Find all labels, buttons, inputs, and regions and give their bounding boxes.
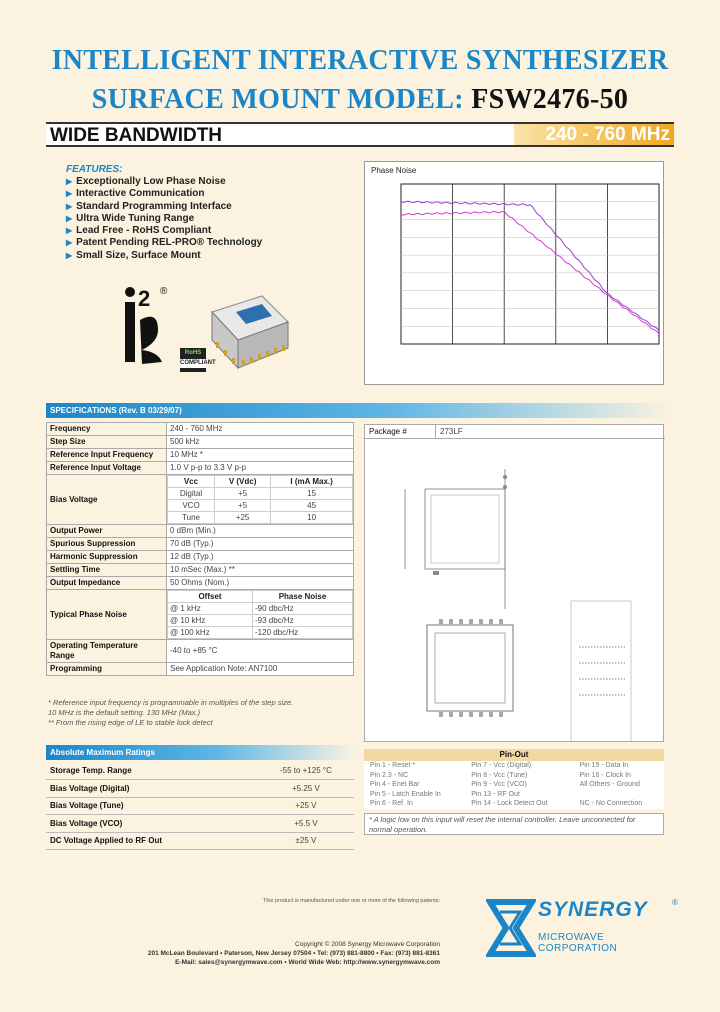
logo-subtitle: MICROWAVE CORPORATION	[538, 932, 618, 954]
table-row: Frequency 240 - 760 MHz	[47, 423, 354, 436]
synergy-wave-icon	[486, 898, 536, 958]
features-list	[66, 176, 262, 262]
arrow-right-icon: ▶	[66, 226, 73, 236]
phase-noise-plot	[364, 161, 664, 385]
table-row: Harmonic Suppression 12 dB (Typ.)	[47, 551, 354, 564]
table-row: Operating Temperature Range -40 to +85 °C	[47, 640, 354, 663]
arrow-right-icon: ▶	[66, 250, 73, 260]
package-pad	[489, 619, 493, 624]
package-value: 273LF	[435, 425, 463, 438]
band-label: WIDE BANDWIDTH	[50, 125, 223, 146]
table-row: Reference Input Voltage 1.0 V p-p to 3.3 V p-p	[47, 462, 354, 475]
plot-frame	[401, 184, 659, 344]
arrow-right-icon: ▶	[66, 201, 73, 211]
rohs-badge: RoHS COMPLIANT	[180, 348, 206, 372]
svg-text:®: ®	[160, 286, 168, 297]
arrow-right-icon: ▶	[66, 238, 73, 248]
title-line-1: INTELLIGENT INTERACTIVE SYNTHESIZER	[51, 45, 669, 76]
package-pad	[439, 712, 443, 717]
feature-item: ▶ Standard Programming Interface	[66, 200, 232, 212]
package-pad	[459, 619, 463, 624]
table-row: DC Voltage Applied to RF Out ±25 V	[46, 832, 354, 850]
package-pad	[449, 619, 453, 624]
title-prefix: SURFACE MOUNT MODEL:	[91, 84, 464, 115]
feature-item: ▶ Ultra Wide Tuning Range	[66, 212, 195, 224]
package-pad	[469, 619, 473, 624]
logo-registered: ®	[672, 898, 678, 907]
specifications-table	[46, 422, 354, 676]
band-frequency: 240 - 760 MHz	[514, 124, 674, 145]
feature-item: ▶ Patent Pending REL-PRO® Technology	[66, 237, 263, 249]
table-row: Typical Phase Noise Offset Phase Noise @ 1 kHz -90 dbc/Hz @ 10 kHz -93 dbc/Hz @ 100 kHz -120 dbc/Hz	[47, 590, 354, 640]
package-pad	[479, 712, 483, 717]
features-heading: FEATURES:	[66, 164, 123, 175]
pinout-note: * A logic low on this input will reset the internal controller. Leave unconnected for normal operation.	[364, 813, 664, 835]
absolute-max-heading: Absolute Maximum Ratings	[46, 745, 356, 760]
bias-table: Vcc V (Vdc) I (mA Max.) Digital +5 15 VCO +5 45 Tune +25 10	[167, 475, 353, 524]
feature-item: ▶ Interactive Communication	[66, 188, 205, 200]
logo-name: SYNERGY	[538, 898, 648, 921]
feature-item: ▶ Small Size, Surface Mount	[66, 249, 201, 261]
specifications-heading: SPECIFICATIONS (Rev. B 03/29/07)	[46, 403, 674, 418]
package-header	[365, 425, 665, 439]
svg-text:2: 2	[138, 286, 151, 311]
package-outline-drawing	[365, 441, 665, 741]
table-row: Storage Temp. Range -55 to +125 °C	[46, 762, 354, 780]
table-row: Output Impedance 50 Ohms (Nom.)	[47, 577, 354, 590]
table-row: Pin 5 - Latch Enable In Pin 13 - RF Out	[370, 790, 520, 798]
table-row: Bias Voltage Vcc V (Vdc) I (mA Max.) Digital +5 15 VCO +5 45 Tune +25 10	[47, 475, 354, 525]
phase-noise-chart	[365, 176, 665, 376]
package-pad	[469, 712, 473, 717]
phase-noise-table: Offset Phase Noise @ 1 kHz -90 dbc/Hz @ 10 kHz -93 dbc/Hz @ 100 kHz -120 dbc/Hz	[167, 590, 353, 639]
pinout-table	[364, 749, 664, 809]
plot-title: Phase Noise	[371, 166, 417, 175]
absolute-max-table	[46, 762, 354, 850]
table-row: Settling Time 10 mSec (Max.) **	[47, 564, 354, 577]
table-row: Output Power 0 dBm (Min.)	[47, 525, 354, 538]
table-row: Reference Input Frequency 10 MHz *	[47, 449, 354, 462]
synergy-logo	[486, 896, 682, 960]
package-drawing	[364, 424, 664, 742]
pinout-heading: Pin-Out	[364, 749, 664, 761]
package-pad	[459, 712, 463, 717]
table-row: Spurious Suppression 70 dB (Typ.)	[47, 538, 354, 551]
table-row: Bias Voltage (Tune) +25 V	[46, 797, 354, 815]
package-pad	[449, 712, 453, 717]
patents-text: This product is manufactured under one or more of the following patents:	[262, 898, 440, 904]
title-line-2	[0, 84, 720, 116]
arrow-right-icon: ▶	[66, 213, 73, 223]
i2s-logo-icon	[118, 280, 178, 370]
specification-notes: * Reference input frequency is programmable in multiples of the step size. 10 MHz is the default setting. 130 MHz (Max.) ** From the rising edge of LE to stable lock detect	[48, 698, 294, 727]
arrow-right-icon: ▶	[66, 177, 73, 186]
table-row: Pin 1 - Reset * Pin 7 - Vcc (Digital) Pin 15 - Data In	[370, 762, 629, 769]
table-row: Programming See Application Note: AN7100	[47, 663, 354, 676]
synthesizer-chip-image	[206, 290, 290, 370]
table-row: Pin 6 - Ref. In Pin 14 - Lock Detect Out NC - No Connection	[370, 800, 643, 807]
package-label: Package #	[369, 427, 407, 436]
contact-block: Copyright © 2008 Synergy Microwave Corporation 201 McLean Boulevard • Paterson, New Jersey 07504 • Tel: (973) 881-8800 • Fax: (973) 881-8361 E-Mail: sales@synergymwave.com • World Wide Web: http://www.synergymwave.com	[147, 941, 440, 966]
package-pad	[499, 712, 503, 717]
feature-item: ▶ Exceptionally Low Phase Noise	[66, 176, 226, 187]
table-row: Pin 2,3 - NC Pin 8 - Vcc (Tune) Pin 16 - Clock In	[370, 771, 631, 779]
table-row: Bias Voltage (Digital) +5.25 V	[46, 780, 354, 798]
table-row: Step Size 500 kHz	[47, 436, 354, 449]
package-pad	[479, 619, 483, 624]
band-bar	[46, 122, 674, 147]
table-row: Pin 4 - Enet Bar Pin 9 - Vcc (VCO) All Others - Ground	[370, 781, 640, 788]
arrow-right-icon: ▶	[66, 189, 73, 199]
package-pad	[489, 712, 493, 717]
table-row: Bias Voltage (VCO) +5.5 V	[46, 815, 354, 833]
package-pad	[499, 619, 503, 624]
feature-item: ▶ Lead Free - RoHS Compliant	[66, 225, 212, 237]
package-pad	[439, 619, 443, 624]
model-number: FSW2476-50	[471, 84, 629, 115]
